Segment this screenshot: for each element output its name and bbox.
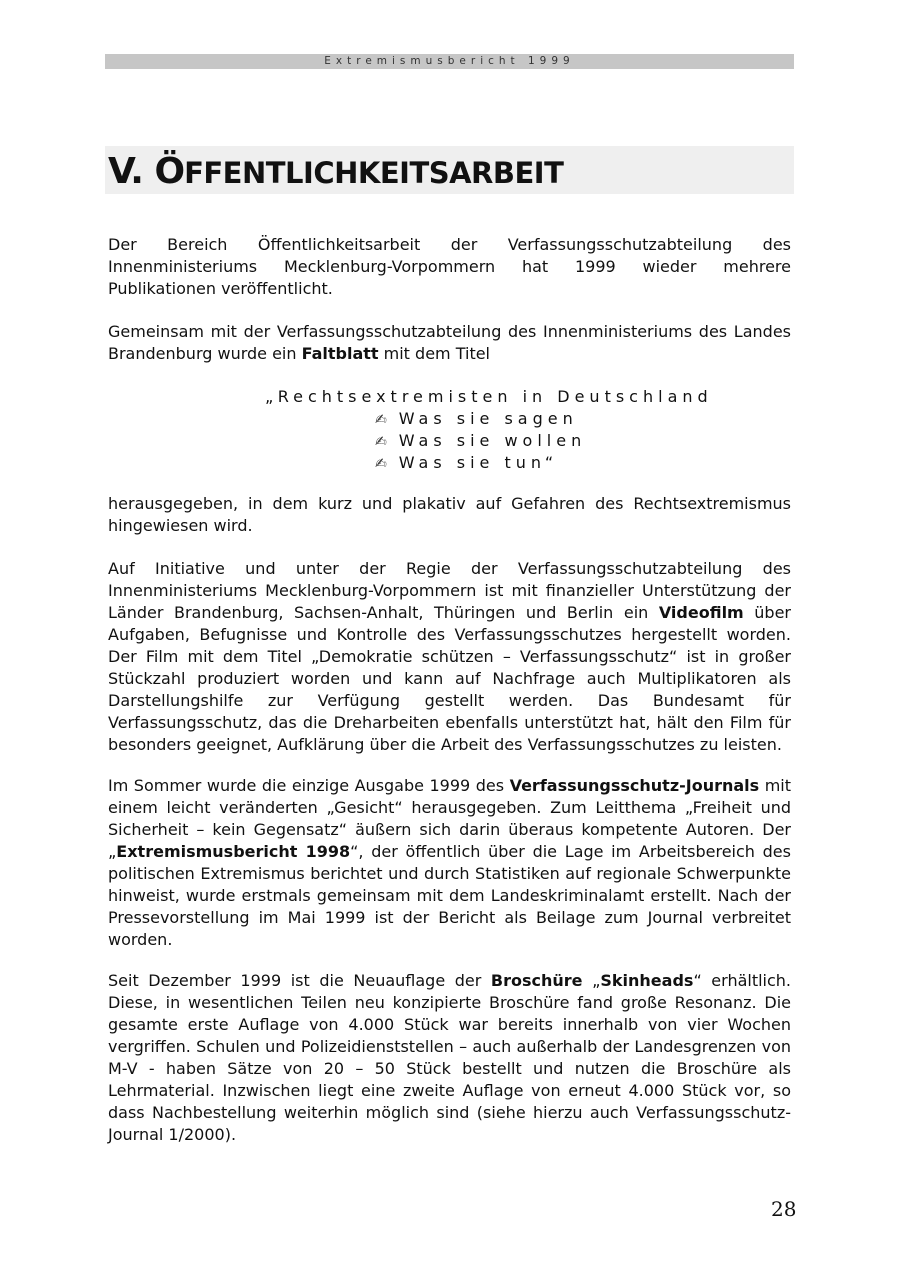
quote-title: „Rechtsextremisten in Deutschland bbox=[265, 387, 713, 406]
pen-icon: ✍ bbox=[375, 434, 387, 450]
paragraph-journal bbox=[108, 775, 791, 951]
paragraph-text: Gemeinsam mit der Verfassungsschutzabteilung des Innenministeriums des Landes Brandenburg wurde ein bbox=[108, 322, 791, 363]
section-number: V. bbox=[108, 151, 143, 192]
page-number: 28 bbox=[771, 1197, 797, 1221]
section-title-initial: Ö bbox=[154, 151, 185, 192]
pen-icon: ✍ bbox=[375, 456, 387, 472]
quote-item-text: Was sie tun“ bbox=[398, 453, 559, 472]
section-title-rest: FFENTLICHKEITSARBEIT bbox=[184, 156, 564, 190]
quote-item bbox=[375, 452, 558, 475]
paragraph-text: „ bbox=[582, 971, 601, 990]
running-header: Extremismusbericht 1999 bbox=[105, 54, 794, 69]
bold-term-faltblatt: Faltblatt bbox=[301, 344, 379, 363]
bold-term-videofilm: Videofilm bbox=[658, 603, 744, 622]
quote-item-text: Was sie sagen bbox=[398, 409, 578, 428]
bold-term-journal: Verfassungsschutz-Journals bbox=[509, 776, 760, 795]
bold-term-extremismusbericht: Extremismusbericht 1998 bbox=[116, 842, 351, 861]
paragraph-text: “, der öffentlich über die Lage im Arbeitsbereich des politischen Extremismus berichtet und durch Statistiken auf regionale Schwerpunkte hinweist, wurde erstmals gemeinsam mit dem Landeskriminalamt erstellt. Nach der Pressevorstellung im Mai 1999 ist der Bericht als Beilage zum Journal verbreitet worden. bbox=[108, 842, 791, 949]
quote-item bbox=[375, 408, 578, 431]
quote-item-text: Was sie wollen bbox=[398, 431, 587, 450]
paragraph-text: Auf Initiative und unter der Regie der Verfassungsschutzabteilung des Innenministeriums Mecklenburg-Vorpommern ist mit finanzieller Unterstützung der Länder Brandenburg, Sachsen-Anhalt, Thüringen und Berlin ein bbox=[108, 559, 791, 622]
paragraph-faltblatt-continued: herausgegeben, in dem kurz und plakativ auf Gefahren des Rechtsextremismus hingewiesen wird. bbox=[108, 494, 791, 535]
pen-icon: ✍ bbox=[375, 412, 387, 428]
paragraph-intro: Der Bereich Öffentlichkeitsarbeit der Verfassungsschutzabteilung des Innenministeriums Mecklenburg-Vorpommern hat 1999 wieder mehrere Publikationen veröffentlicht. bbox=[108, 235, 791, 298]
section-title-box bbox=[105, 146, 794, 194]
paragraph-text: mit dem Titel bbox=[378, 344, 490, 363]
paragraph-text: Seit Dezember 1999 ist die Neuauflage der bbox=[108, 971, 491, 990]
quote-item bbox=[375, 430, 586, 453]
paragraph-text: über Aufgaben, Befugnisse und Kontrolle des Verfassungsschutzes hergestellt worden. Der Film mit dem Titel „Demokratie schützen – Verfassungsschutz“ ist in großer Stückzahl produziert worden und kann auf Nachfrage auch Multiplikatoren als Darstellungshilfe zur Verfügung gestellt werden. Das Bundesamt für Verfassungsschutz, das die Dreharbeiten ebenfalls unterstützt hat, hält den Film für besonders geeignet, Aufklärung über die Arbeit des Verfassungsschutzes zu leisten. bbox=[108, 603, 791, 754]
bold-term-broschuere: Broschüre bbox=[490, 971, 583, 990]
paragraph-videofilm bbox=[108, 558, 791, 756]
bold-term-skinheads: Skinheads bbox=[600, 971, 694, 990]
paragraph-broschuere bbox=[108, 970, 791, 1146]
section-title bbox=[108, 150, 563, 195]
paragraph-text: mit einem leicht veränderten „Gesicht“ herausgegeben. Zum Leitthema „Freiheit und Sicherheit – kein Gegensatz“ äußern sich darin überaus kompetente Autoren. Der „ bbox=[108, 776, 791, 861]
paragraph-faltblatt bbox=[108, 321, 791, 365]
paragraph-text: “ erhältlich. Diese, in wesentlichen Teilen neu konzipierte Broschüre fand große Resonanz. Die gesamte erste Auflage von 4.000 Stück war bereits innerhalb von vier Wochen vergriffen. Schulen und Polizeidienststellen – auch außerhalb der Landesgrenzen von M-V - haben Sätze von 20 – 50 Stück bestellt und nutzen die Broschüre als Lehrmaterial. Inzwischen liegt eine zweite Auflage von erneut 4.000 Stück vor, so dass Nachbestellung weiterhin möglich sind (siehe hierzu auch Verfassungsschutz-Journal 1/2000). bbox=[108, 971, 792, 1144]
paragraph-text: Im Sommer wurde die einzige Ausgabe 1999 des bbox=[108, 776, 510, 795]
